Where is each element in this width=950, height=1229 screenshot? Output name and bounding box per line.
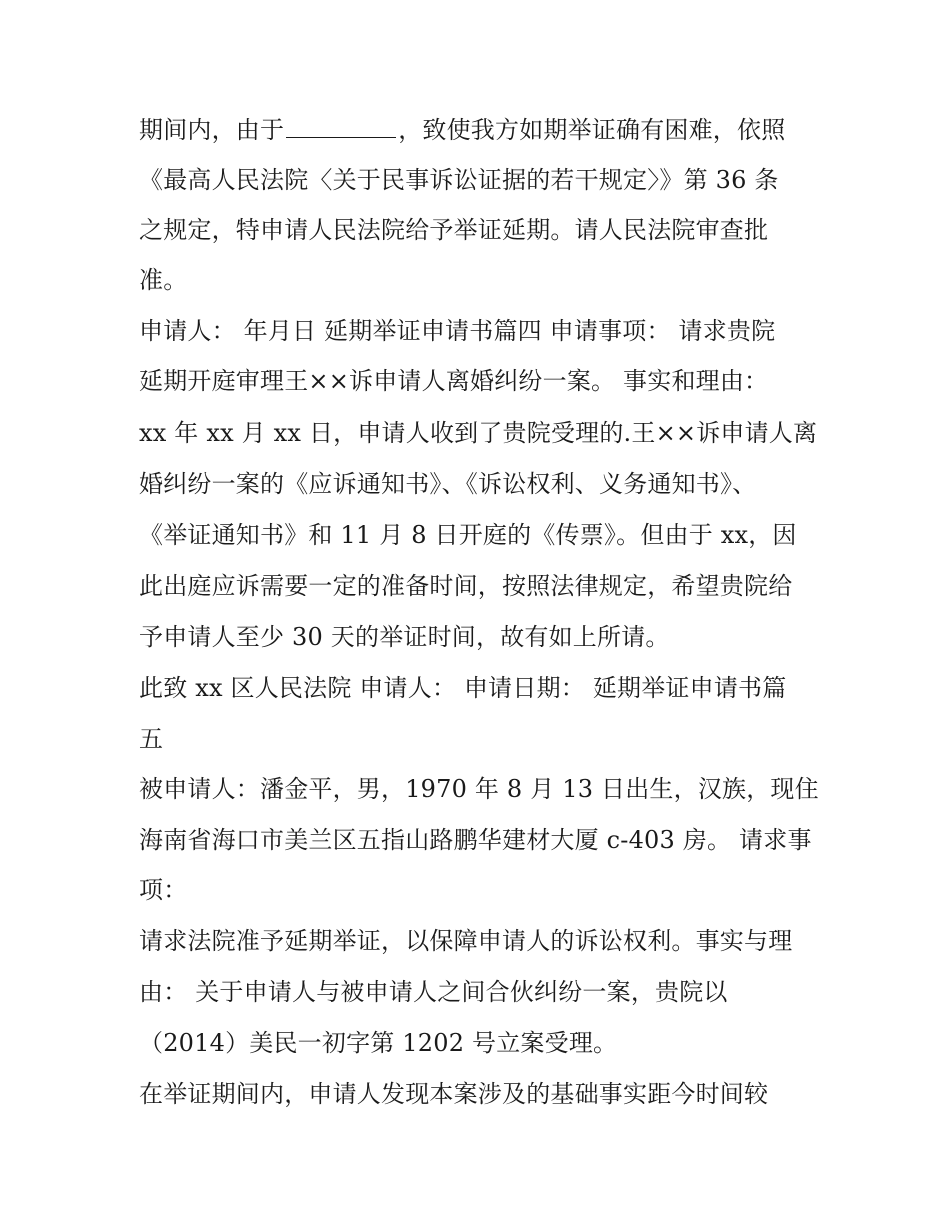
paragraph-line-9: 《举证通知书》和 11 月 8 日开庭的《传票》。但由于 xx，因 [139,521,797,549]
paragraph-line-6: 延期开庭审理王××诉申请人离婚纠纷一案。 事实和理由： [139,367,769,395]
paragraph-line-5: 申请人： 年月日 延期举证申请书篇四 申请事项： 请求贵院 [139,317,776,345]
paragraph-line-13: 五 [139,725,164,753]
paragraph-line-16: 项： [139,876,188,904]
paragraph-line-2: 《最高人民法院〈关于民事诉讼证据的若干规定〉》第 36 条 [139,166,779,194]
paragraph-line-7: xx 年 xx 月 xx 日，申请人收到了贵院受理的.王××诉申请人离 [139,419,818,447]
paragraph-line-19: （2014）美民一初字第 1202 号立案受理。 [139,1029,618,1057]
paragraph-line-15: 海南省海口市美兰区五指山路鹏华建材大厦 c-403 房。 请求事 [139,826,812,854]
line-1-end: ，致使我方如期举证确有困难，依照 [398,116,786,144]
paragraph-line-14: 被申请人：潘金平，男，1970 年 8 月 13 日出生，汉族，现住 [139,775,819,803]
paragraph-line-20: 在举证期间内，申请人发现本案涉及的基础事实距今时间较 [139,1080,769,1108]
paragraph-line-12: 此致 xx 区人民法院 申请人： 申请日期： 延期举证申请书篇 [139,674,787,702]
paragraph-line-11: 予申请人至少 30 天的举证时间，故有如上所请。 [139,623,670,651]
paragraph-line-4: 准。 [139,266,188,294]
paragraph-line-10: 此出庭应诉需要一定的准备时间，按照法律规定，希望贵院给 [139,572,793,600]
line-1-start: 期间内，由于 [139,116,285,144]
paragraph-line-17: 请求法院准予延期举证，以保障申请人的诉讼权利。事实与理 [139,927,793,955]
paragraph-line-1 [139,113,829,147]
paragraph-line-8: 婚纠纷一案的《应诉通知书》、《诉讼权利、义务通知书》、 [139,470,757,498]
paragraph-line-3: 之规定，特申请人民法院给予举证延期。请人民法院审查批 [139,216,769,244]
fill-in-blank [286,115,396,138]
paragraph-line-18: 由： 关于申请人与被申请人之间合伙纠纷一案，贵院以 [139,978,728,1006]
